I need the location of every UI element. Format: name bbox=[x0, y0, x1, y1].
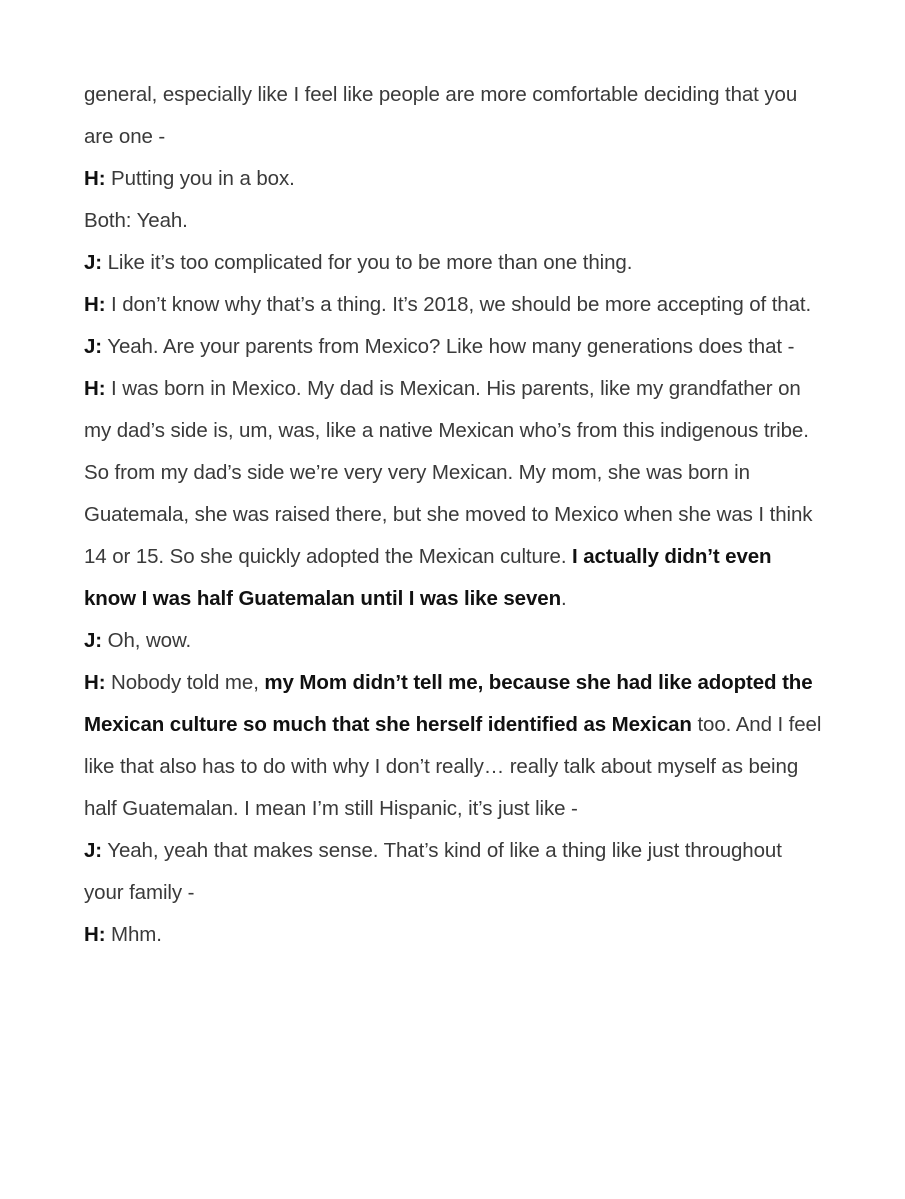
speaker-label: H: bbox=[84, 377, 106, 400]
speaker-label: J: bbox=[84, 335, 103, 358]
speaker-label: J: bbox=[84, 839, 103, 862]
utterance-text: I was born in Mexico. My dad is Mexican. His parents, like my grandfather on my dad’s side is, um, was, like a native Mexican who’s from this indigenous tribe. So from my dad’s side we’re very very Mexican. My mom, she was born in Guatemala, she was raised there, but she moved to Mexico when she was I think 14 or 15. So she quickly adopted the Mexican culture. bbox=[84, 377, 813, 568]
speaker-label: J: bbox=[84, 629, 103, 652]
transcript-paragraph bbox=[84, 368, 824, 620]
utterance-text: I don’t know why that’s a thing. It’s 2018, we should be more accepting of that. bbox=[105, 293, 812, 316]
speaker-label: J: bbox=[84, 251, 103, 274]
transcript-paragraph bbox=[84, 914, 824, 956]
transcript-paragraph bbox=[84, 830, 824, 914]
transcript-paragraph bbox=[84, 200, 824, 242]
utterance-text: general, especially like I feel like people are more comfortable deciding that you are one - bbox=[84, 83, 798, 148]
transcript-page bbox=[84, 74, 824, 956]
transcript-paragraph bbox=[84, 326, 824, 368]
speaker-label: H: bbox=[84, 293, 106, 316]
utterance-text: Mhm. bbox=[105, 923, 162, 946]
emphasized-text: my Mom didn’t tell me, because she had like adopted the Mexican culture so much that she herself identified as Mexican bbox=[84, 671, 813, 736]
utterance-text: Yeah. Are your parents from Mexico? Like how many generations does that - bbox=[102, 335, 795, 358]
utterance-text: Both: Yeah. bbox=[84, 209, 188, 232]
speaker-label: H: bbox=[84, 923, 106, 946]
transcript-paragraph bbox=[84, 620, 824, 662]
utterance-text: . bbox=[561, 587, 567, 610]
transcript-paragraph bbox=[84, 662, 824, 830]
utterance-text: Putting you in a box. bbox=[105, 167, 295, 190]
transcript-paragraph bbox=[84, 242, 824, 284]
transcript-paragraph bbox=[84, 74, 824, 158]
utterance-text: Oh, wow. bbox=[102, 629, 192, 652]
transcript-paragraph bbox=[84, 284, 824, 326]
utterance-text: Nobody told me, bbox=[105, 671, 265, 694]
utterance-text: too. And I feel like that also has to do with why I don’t really… really talk about myself as being half Guatemalan. I mean I’m still Hispanic, it’s just like - bbox=[84, 713, 822, 820]
utterance-text: Like it’s too complicated for you to be more than one thing. bbox=[102, 251, 633, 274]
transcript-paragraph bbox=[84, 158, 824, 200]
speaker-label: H: bbox=[84, 671, 106, 694]
speaker-label: H: bbox=[84, 167, 106, 190]
emphasized-text: I actually didn’t even know I was half Guatemalan until I was like seven bbox=[84, 545, 772, 610]
utterance-text: Yeah, yeah that makes sense. That’s kind of like a thing like just throughout your family - bbox=[84, 839, 782, 904]
